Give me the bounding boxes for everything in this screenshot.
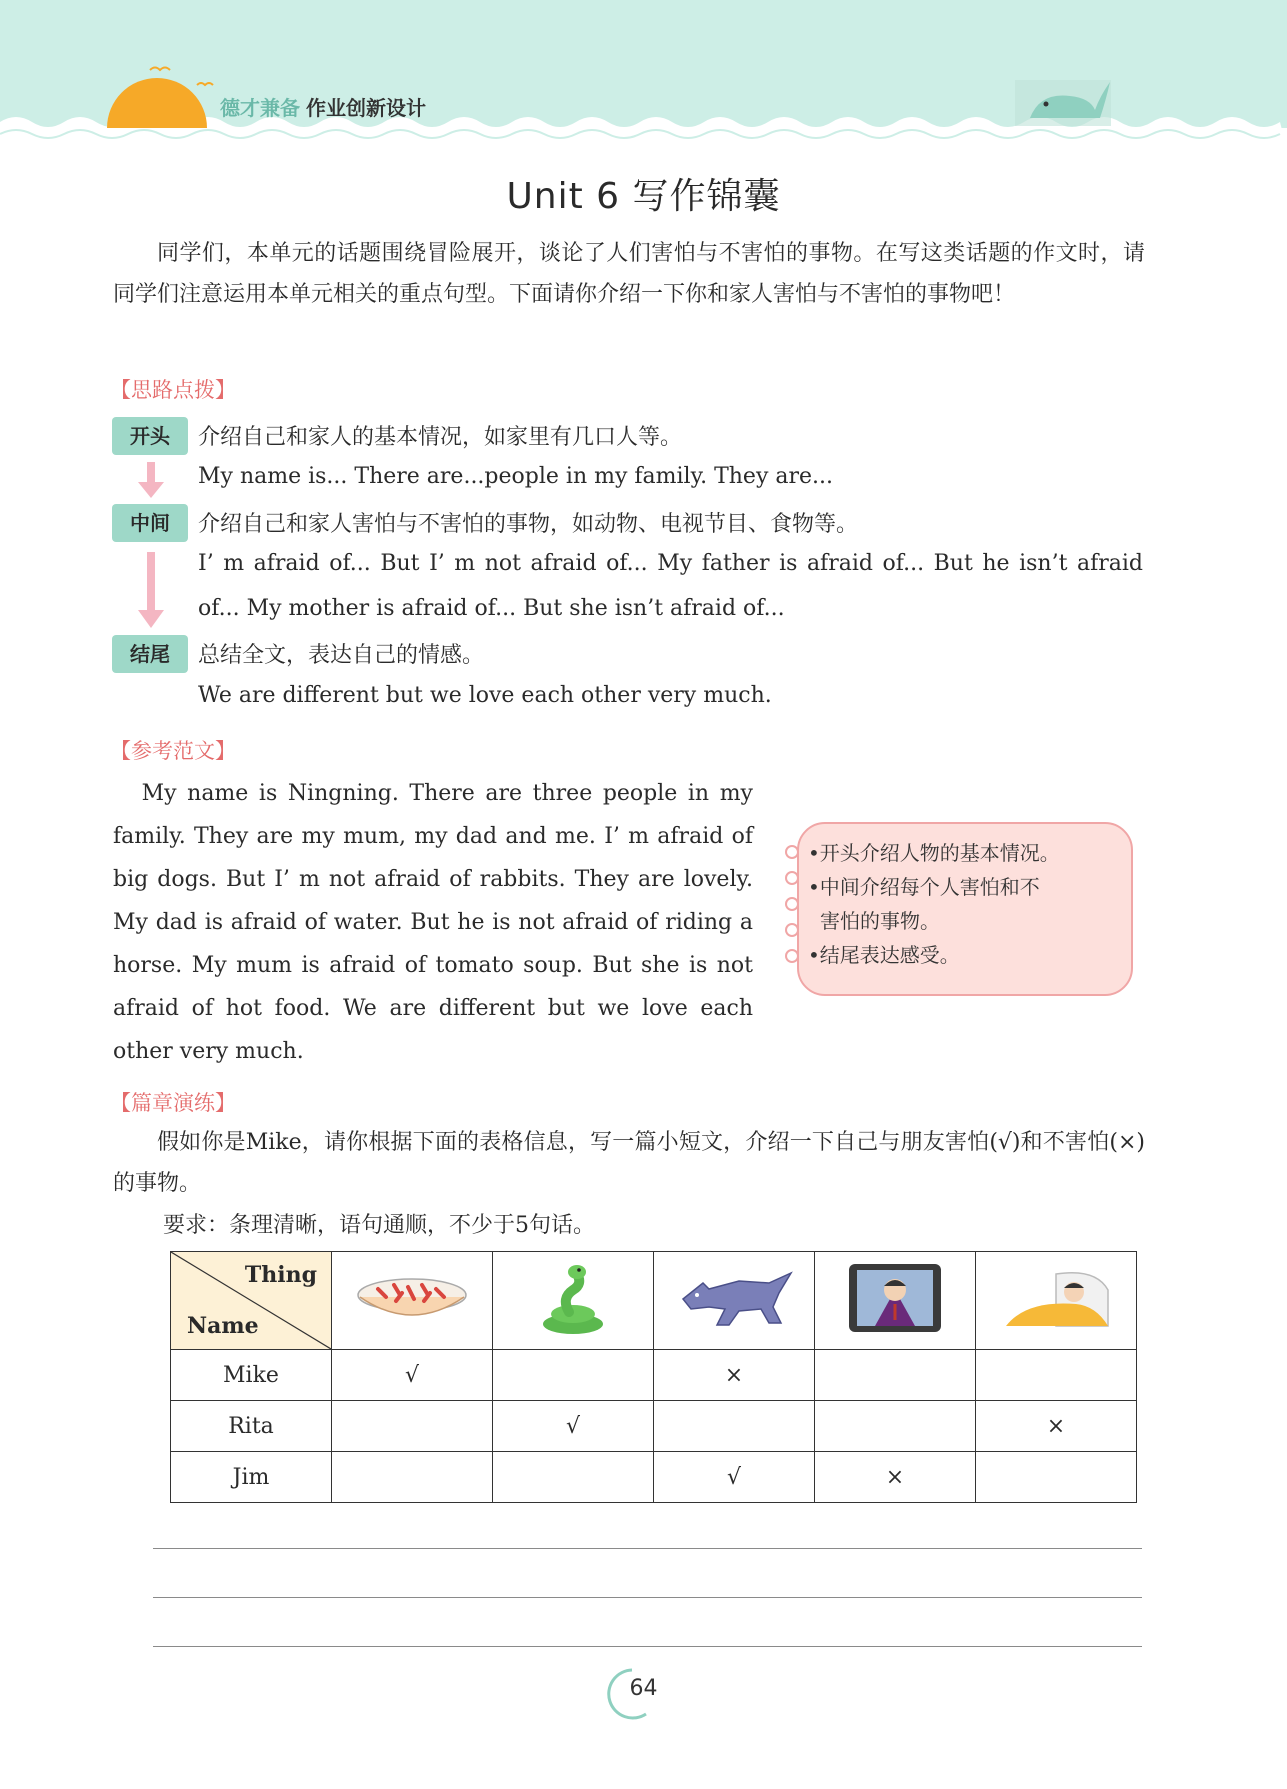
tag-ending: 结尾 xyxy=(112,635,188,673)
arrow-down-icon xyxy=(136,550,166,630)
row-name: Mike xyxy=(171,1350,332,1401)
header-brand: 德才兼备 xyxy=(220,96,300,120)
opening-en: My name is... There are...people in my family. They are... xyxy=(198,464,833,489)
table-cell xyxy=(493,1350,654,1401)
table-cell: √ xyxy=(332,1350,493,1401)
tag-middle: 中间 xyxy=(112,504,188,542)
page-title: Unit 6 写作锦囊 xyxy=(506,176,781,217)
section-tips: 【思路点拨】 xyxy=(110,378,236,402)
task-paragraph: 假如你是Mike，请你根据下面的表格信息，写一篇小短文，介绍一下自己与朋友害怕(√)和不害怕(×)的事物。 xyxy=(113,1130,1145,1196)
writing-line[interactable] xyxy=(153,1646,1142,1647)
thing-label: Thing xyxy=(244,1262,317,1288)
table-cell: √ xyxy=(493,1401,654,1452)
table-cell xyxy=(332,1452,493,1503)
row-name: Jim xyxy=(171,1452,332,1503)
wolf-icon xyxy=(669,1263,799,1333)
middle-en-line2: of... My mother is afraid of... But she isn’t afraid of... xyxy=(198,596,785,621)
header-decoration xyxy=(0,0,1287,150)
tip-note-text xyxy=(808,836,1123,972)
table-row xyxy=(171,1452,1137,1503)
table-cell xyxy=(815,1350,976,1401)
whale-icon xyxy=(1015,80,1111,126)
bed-sleep-icon xyxy=(996,1260,1116,1336)
ending-en: We are different but we love each other very much. xyxy=(198,683,772,708)
table-row xyxy=(171,1401,1137,1452)
table-cell: × xyxy=(815,1452,976,1503)
section-practice: 【篇章演练】 xyxy=(110,1091,236,1115)
info-table xyxy=(170,1251,1137,1503)
tomato-soup-icon xyxy=(352,1263,472,1333)
header-text xyxy=(220,92,426,121)
header-series: 作业创新设计 xyxy=(306,96,426,120)
middle-en-line1: I’ m afraid of... But I’ m not afraid of... My father is afraid of... But he isn’t afraid xyxy=(198,551,1143,576)
sample-essay: My name is Ningning. There are three people in my family. They are my mum, my dad and me. I’ m afraid of big dogs. But I’ m not afraid of rabbits. They are lovely. My dad is afraid of water. But he is not afraid of riding a horse. My mum is afraid of tomato soup. But she is not afraid of hot food. We are different but we love each other very much. xyxy=(113,781,753,1064)
opening-cn: 介绍自己和家人的基本情况，如家里有几口人等。 xyxy=(198,425,683,450)
middle-cn: 介绍自己和家人害怕与不害怕的事物，如动物、电视节目、食物等。 xyxy=(198,512,859,537)
table-cell xyxy=(332,1401,493,1452)
table-cell xyxy=(815,1401,976,1452)
requirement: 要求：条理清晰，语句通顺，不少于5句话。 xyxy=(163,1213,595,1238)
section-sample: 【参考范文】 xyxy=(110,739,236,763)
row-name: Rita xyxy=(171,1401,332,1452)
note-line-2: •中间介绍每个人害怕和不 xyxy=(808,875,1040,899)
name-label: Name xyxy=(187,1313,259,1339)
page-header xyxy=(0,0,1287,150)
intro-paragraph: 同学们，本单元的话题围绕冒险展开，谈论了人们害怕与不害怕的事物。在写这类话题的作文时，请同学们注意运用本单元相关的重点句型。下面请你介绍一下你和家人害怕与不害怕的事物吧！ xyxy=(113,241,1145,307)
writing-line[interactable] xyxy=(153,1548,1142,1549)
table-corner xyxy=(171,1252,332,1350)
vampire-tv-icon xyxy=(845,1260,945,1336)
table-cell xyxy=(976,1350,1137,1401)
thing-snake xyxy=(493,1252,654,1350)
ending-cn: 总结全文，表达自己的情感。 xyxy=(198,643,485,668)
table-cell: × xyxy=(976,1401,1137,1452)
snake-icon xyxy=(533,1258,613,1338)
tag-opening: 开头 xyxy=(112,417,188,455)
table-row xyxy=(171,1350,1137,1401)
table-cell: × xyxy=(654,1350,815,1401)
thing-vampire-tv xyxy=(815,1252,976,1350)
table-cell: √ xyxy=(654,1452,815,1503)
table-cell xyxy=(493,1452,654,1503)
writing-line[interactable] xyxy=(153,1597,1142,1598)
note-line-3: 害怕的事物。 xyxy=(820,909,940,933)
thing-bed-sleep xyxy=(976,1252,1137,1350)
thing-wolf xyxy=(654,1252,815,1350)
arrow-down-icon xyxy=(136,460,166,500)
note-line-4: •结尾表达感受。 xyxy=(808,943,960,967)
note-line-1: •开头介绍人物的基本情况。 xyxy=(808,841,1060,865)
page-number: 64 xyxy=(629,1676,658,1701)
thing-tomato-soup xyxy=(332,1252,493,1350)
spiral-binding-icon xyxy=(778,840,806,980)
table-cell xyxy=(654,1401,815,1452)
table-cell xyxy=(976,1452,1137,1503)
